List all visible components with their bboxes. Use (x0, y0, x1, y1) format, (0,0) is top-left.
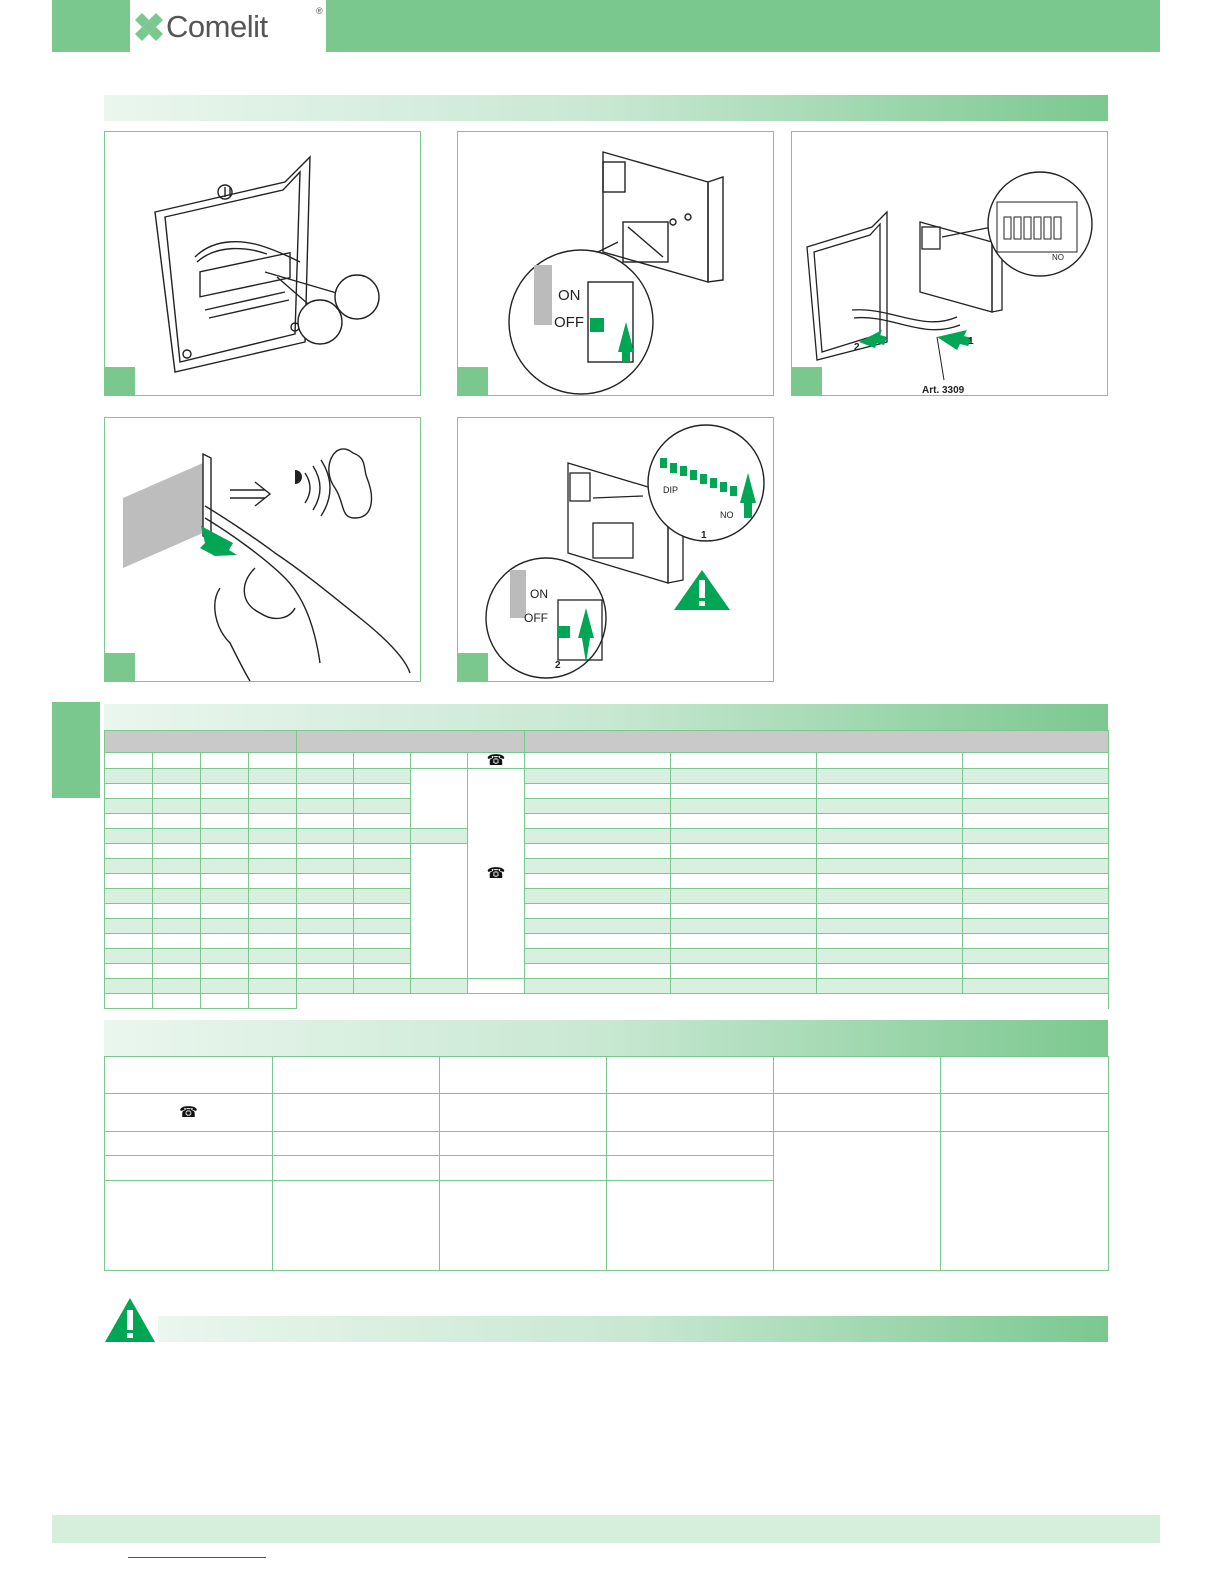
wall-bracket-illustration (105, 132, 420, 395)
section-bar-warning (158, 1316, 1108, 1342)
table-row (105, 949, 1109, 964)
switch-off-label: OFF (554, 314, 584, 331)
table-row (105, 753, 1109, 769)
speaker-dot-icon (295, 470, 302, 484)
comelit-logo-icon (132, 13, 166, 41)
figure-panel-1 (104, 131, 421, 396)
table-row (105, 814, 1109, 829)
table-row (105, 844, 1109, 859)
callout-number-1: 1 (968, 336, 974, 347)
switch-on-label-2: ON (530, 587, 548, 601)
dip-no-label-2: NO (720, 510, 734, 520)
table-header-row (105, 731, 1109, 753)
push-arrow-icon (200, 526, 237, 556)
footer-link-underline[interactable] (128, 1557, 266, 1558)
callout-circle-a (335, 275, 379, 319)
callout-circle-b (298, 300, 342, 344)
cable-article-label: Art. 3309 (922, 385, 965, 395)
table-row (105, 889, 1109, 904)
table-row (105, 1132, 1109, 1156)
table-row (105, 874, 1109, 889)
dip-label: DIP (663, 485, 679, 495)
table-row (105, 919, 1109, 934)
figure-tab-2 (458, 367, 488, 395)
section-bar-table-2 (104, 1020, 1108, 1056)
table-row (105, 994, 1109, 1009)
table-row (105, 964, 1109, 979)
configuration-table (104, 730, 1109, 1009)
side-chapter-tab (52, 702, 100, 798)
callout-number-2: 2 (854, 342, 860, 353)
table-row (105, 784, 1109, 799)
table-row (105, 859, 1109, 874)
figure-panel-5 (457, 417, 774, 682)
handset-icon: ☎ (486, 752, 506, 769)
registered-mark: ® (316, 6, 323, 16)
callout-number-1b: 1 (701, 530, 707, 541)
table-row (105, 934, 1109, 949)
switch-knob (590, 318, 604, 332)
brand-logo (130, 0, 326, 52)
figure-panel-4 (104, 417, 421, 682)
callout-number-2b: 2 (555, 660, 561, 671)
figure-tab-3 (792, 367, 822, 395)
dip-reset-illustration (458, 418, 773, 681)
switch-off-label-2: OFF (524, 611, 548, 625)
warning-icon (104, 1296, 156, 1344)
figure-panel-3 (791, 131, 1108, 396)
switch-knob-2 (558, 626, 570, 638)
table-row (105, 769, 1109, 784)
figure-tab-5 (458, 653, 488, 681)
table-row (105, 979, 1109, 994)
function-table (104, 1056, 1109, 1271)
arrow-1-icon (937, 330, 972, 350)
handset-icon: ☎ (179, 1104, 198, 1121)
brand-name: Comelit (166, 9, 268, 44)
test-call-illustration (105, 418, 420, 681)
figure-tab-1 (105, 367, 135, 395)
table-row (105, 1094, 1109, 1132)
handset-icon: ☎ (486, 865, 506, 882)
figure-panel-2 (457, 131, 774, 396)
table-row (105, 799, 1109, 814)
figure-tab-4 (105, 653, 135, 681)
switch-on-label: ON (558, 287, 581, 304)
table-row (105, 1057, 1109, 1094)
ribbon-cable-illustration (792, 132, 1107, 395)
switch-grey-strip (534, 265, 552, 325)
footer-bar (52, 1515, 1160, 1543)
dip-no-label: NO (1052, 253, 1064, 262)
table-row (105, 904, 1109, 919)
section-bar-installation (104, 95, 1108, 121)
table-row (105, 829, 1109, 844)
module-switch-illustration (458, 132, 773, 395)
section-bar-table-1 (104, 704, 1108, 730)
